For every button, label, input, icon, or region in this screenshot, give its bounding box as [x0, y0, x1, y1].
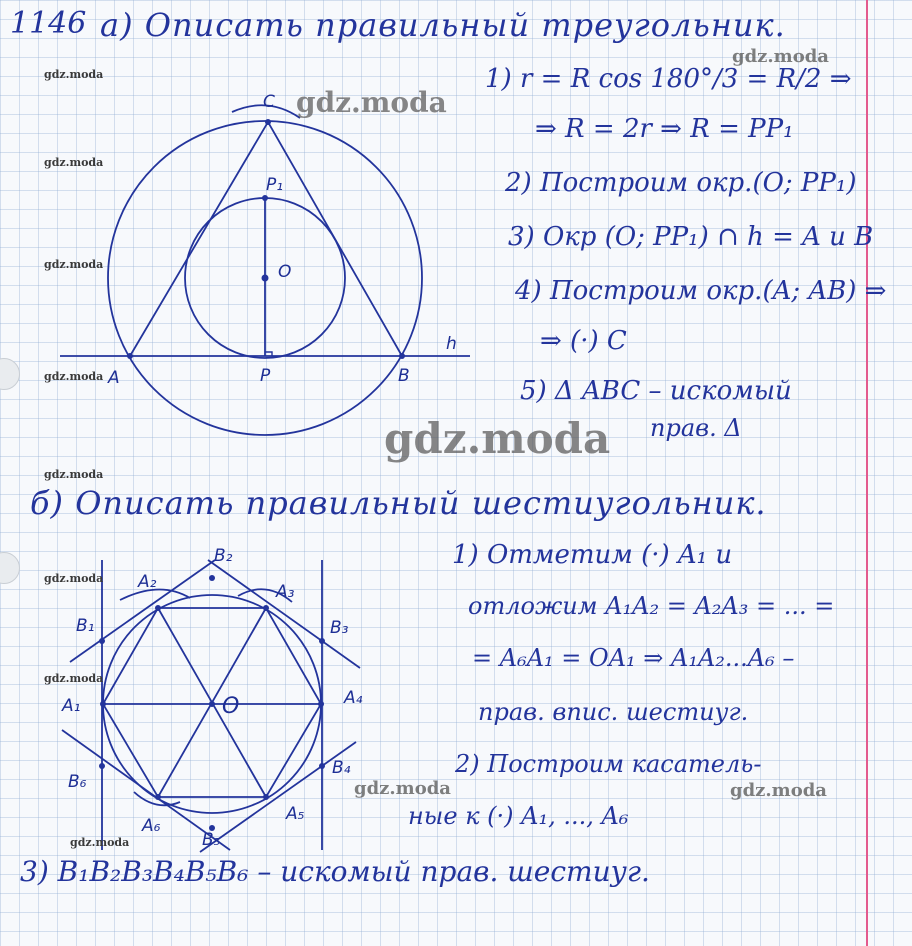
watermark: gdz.moda: [44, 572, 104, 585]
label-b6: B₆: [68, 772, 87, 792]
watermark: gdz.moda: [44, 68, 104, 81]
point-b3: [319, 638, 325, 644]
label-a6: A₆: [142, 816, 161, 836]
part-b-step-1b: отложим A₁A₂ = A₂A₃ = ... =: [468, 592, 835, 620]
watermark: gdz.moda: [732, 46, 829, 67]
watermark: gdz.moda: [730, 780, 827, 801]
part-a-step-1: 1) r = R cos 180°/3 = R/2 ⇒: [485, 64, 852, 94]
watermark: gdz.moda: [44, 258, 104, 271]
part-b-step-1d: прав. впис. шестиуг.: [478, 698, 749, 726]
part-a-step-1b: ⇒ R = 2r ⇒ R = PP₁: [535, 114, 794, 144]
part-b-step-2b: ные к (·) A₁, ..., A₆: [408, 802, 629, 830]
point-a2: [155, 605, 161, 611]
label-o: O: [278, 262, 292, 282]
part-a-step-4b: ⇒ (·) C: [540, 326, 627, 356]
part-a-step-5b: прав. Δ: [650, 414, 742, 442]
label-a2: A₂: [138, 572, 157, 592]
watermark: gdz.moda: [296, 86, 447, 119]
tangent-a3: [208, 560, 360, 668]
label-b2: B₂: [214, 546, 233, 566]
point-b1: [99, 638, 105, 644]
watermark: gdz.moda: [354, 778, 451, 799]
label-h: h: [446, 334, 457, 354]
watermark: gdz.moda: [384, 414, 611, 463]
part-a-step-5: 5) Δ ABC – искомый: [520, 376, 792, 406]
label-p: P: [260, 366, 271, 386]
point-b2: [209, 575, 215, 581]
label-a1: A₁: [62, 696, 81, 716]
label-b1: B₁: [76, 616, 95, 636]
part-b-title: б) Описать правильный шестиугольник.: [30, 484, 767, 522]
point-b4: [319, 763, 325, 769]
label-p1: P₁: [266, 175, 284, 195]
label-c: C: [263, 92, 275, 112]
watermark: gdz.moda: [44, 672, 104, 685]
part-a-step-2: 2) Построим окр.(O; PP₁): [505, 168, 857, 198]
watermark: gdz.moda: [44, 468, 104, 481]
part-b-step-2: 2) Построим касатель-: [455, 750, 762, 778]
point-a5: [263, 794, 269, 800]
label-b: B: [398, 366, 410, 386]
label-b3: B₃: [330, 618, 349, 638]
part-a-step-3: 3) Окр (O; PP₁) ∩ h = A и B: [508, 222, 874, 252]
label-a: A: [108, 368, 120, 388]
part-b-step-1: 1) Отметим (·) A₁ и: [452, 540, 733, 570]
problem-number: 1146: [10, 6, 87, 41]
watermark: gdz.moda: [70, 836, 130, 849]
center-o: [209, 701, 215, 707]
point-a6: [155, 794, 161, 800]
watermark: gdz.moda: [44, 156, 104, 169]
part-a-title: а) Описать правильный треугольник.: [100, 6, 786, 44]
part-b-step-3: 3) B₁B₂B₃B₄B₅B₆ – искомый прав. шестиуг.: [20, 855, 650, 888]
label-hex-o: O: [222, 694, 240, 719]
point-b6: [99, 763, 105, 769]
point-a1: [100, 701, 106, 707]
part-b-step-1c: = A₆A₁ = OA₁ ⇒ A₁A₂...A₆ –: [472, 644, 795, 672]
label-a5: A₅: [286, 804, 305, 824]
point-a4: [318, 701, 324, 707]
label-a3: A₃: [276, 582, 295, 602]
label-b4: B₄: [332, 758, 351, 778]
label-a4: A₄: [344, 688, 363, 708]
label-b5: B₅: [202, 830, 221, 850]
point-a3: [263, 605, 269, 611]
watermark: gdz.moda: [44, 370, 104, 383]
part-a-step-4: 4) Построим окр.(A; AB) ⇒: [515, 276, 887, 306]
